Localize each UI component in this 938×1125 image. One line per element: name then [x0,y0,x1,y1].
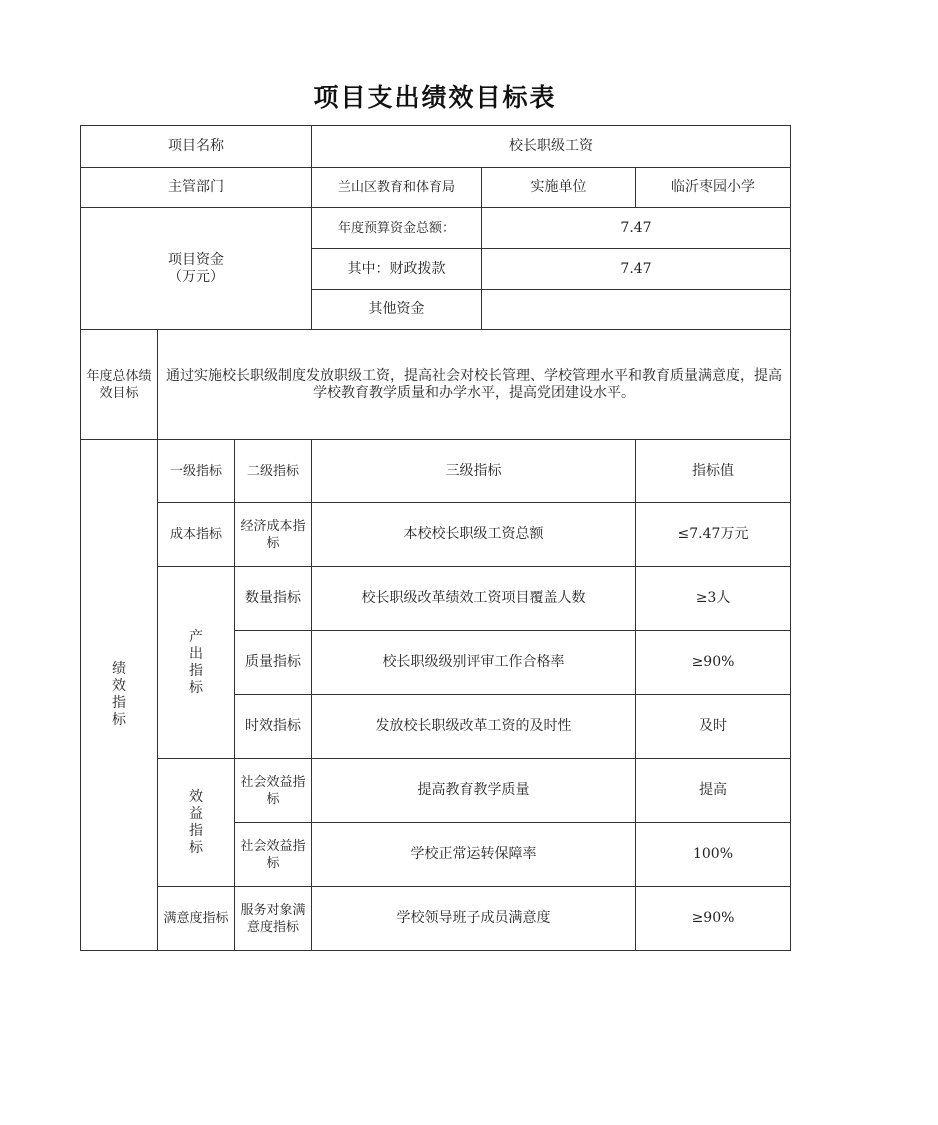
annual-goal-row [81,330,791,440]
level2-cell: 社会效益指标 [235,759,312,823]
table-row [81,887,791,951]
indicator-header-row [81,440,791,503]
table-row [81,567,791,631]
header-value: 指标值 [636,440,791,503]
table-row [81,759,791,823]
funds-fiscal-label: 其中：财政拨款 [312,249,482,290]
funds-total-label: 年度预算资金总额： [312,208,482,249]
level1-output [158,567,235,759]
annual-goal-text: 通过实施校长职级制度发放职级工资，提高社会对校长管理、学校管理水平和教育质量满意度，提高学校教育教学质量和办学水平，提高党团建设水平。 [158,330,791,440]
table-row [81,503,791,567]
level3-cell: 校长职级级别评审工作合格率 [312,631,636,695]
funds-other-value [482,290,791,330]
level3-cell: 提高教育教学质量 [312,759,636,823]
funds-label-text: 项目资金（万元） [168,251,224,285]
header-level1: 一级指标 [158,440,235,503]
indicator-value-cell: 100% [636,823,791,887]
level3-cell: 本校校长职级工资总额 [312,503,636,567]
indicator-value-cell: ≥90% [636,887,791,951]
level2-cell: 数量指标 [235,567,312,631]
level3-cell: 学校正常运转保障率 [312,823,636,887]
department-value: 兰山区教育和体育局 [312,168,482,208]
funds-total-value: 7.47 [482,208,791,249]
level2-cell: 社会效益指标 [235,823,312,887]
department-row [81,168,791,208]
header-level3: 三级指标 [312,440,636,503]
funds-row-total [81,208,791,249]
level1-cost: 成本指标 [158,503,235,567]
level1-benefit [158,759,235,887]
project-name-value: 校长职级工资 [312,126,791,168]
implementing-unit-value: 临沂枣园小学 [636,168,791,208]
level2-cell: 质量指标 [235,631,312,695]
department-label: 主管部门 [81,168,312,208]
level1-benefit-text: 效益指标 [189,788,203,856]
project-name-row [81,126,791,168]
level2-cell: 服务对象满意度指标 [235,887,312,951]
indicator-value-cell: 提高 [636,759,791,823]
level1-output-text: 产出指标 [189,628,203,696]
indicator-value-cell: ≥90% [636,631,791,695]
level3-cell: 发放校长职级改革工资的及时性 [312,695,636,759]
indicator-value-cell: ≤7.47万元 [636,503,791,567]
performance-goal-table [80,125,791,951]
page-title: 项目支出绩效目标表 [313,83,557,112]
implementing-unit-label: 实施单位 [482,168,636,208]
level2-cell: 经济成本指标 [235,503,312,567]
header-level2: 二级指标 [235,440,312,503]
indicator-value-cell: ≥3人 [636,567,791,631]
level1-satisfaction: 满意度指标 [158,887,235,951]
indicators-section-label [81,440,158,951]
level3-cell: 学校领导班子成员满意度 [312,887,636,951]
indicators-section-label-text: 绩效指标 [112,661,126,728]
level3-cell: 校长职级改革绩效工资项目覆盖人数 [312,567,636,631]
annual-goal-label: 年度总体绩效目标 [81,330,158,440]
project-name-label: 项目名称 [81,126,312,168]
level2-cell: 时效指标 [235,695,312,759]
funds-other-label: 其他资金 [312,290,482,330]
funds-fiscal-value: 7.47 [482,249,791,290]
indicator-value-cell: 及时 [636,695,791,759]
funds-label [81,208,312,330]
